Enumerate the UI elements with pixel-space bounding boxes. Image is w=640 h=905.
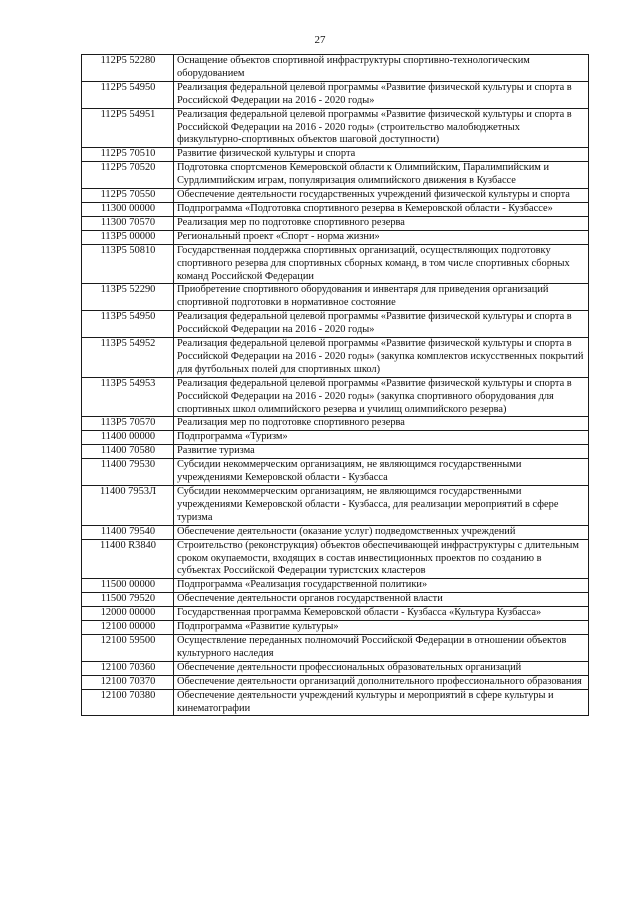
table-row xyxy=(82,377,589,417)
description-cell: Обеспечение деятельности учреждений культуры и мероприятий в сфере культуры и кинематографии xyxy=(174,689,589,716)
table-row xyxy=(82,459,589,486)
description-cell: Подпрограмма «Реализация государственной политики» xyxy=(174,579,589,593)
table-row xyxy=(82,621,589,635)
description-cell: Реализация федеральной целевой программы «Развитие физической культуры и спорта в Российской Федерации на 2016 - 2020 годы» (строительство малобюджетных физкультурно-спортивных объектов шаговой доступности) xyxy=(174,108,589,148)
table-row xyxy=(82,539,589,579)
table-row xyxy=(82,607,589,621)
table-row xyxy=(82,579,589,593)
table-row xyxy=(82,216,589,230)
code-cell: 11400 00000 xyxy=(82,431,174,445)
code-cell: 11400 R3840 xyxy=(82,539,174,579)
description-cell: Обеспечение деятельности организаций дополнительного профессионального образования xyxy=(174,675,589,689)
description-cell: Реализация мер по подготовке спортивного резерва xyxy=(174,216,589,230)
code-cell: 11500 79520 xyxy=(82,593,174,607)
code-cell: 11400 79540 xyxy=(82,525,174,539)
description-cell: Обеспечение деятельности государственных учреждений физической культуры и спорта xyxy=(174,189,589,203)
table-row xyxy=(82,189,589,203)
description-cell: Осуществление переданных полномочий Российской Федерации в отношении объектов культурного наследия xyxy=(174,634,589,661)
table-row xyxy=(82,445,589,459)
table-row xyxy=(82,148,589,162)
description-cell: Подготовка спортсменов Кемеровской области к Олимпийским, Паралимпийским и Сурдлимпийским играм, популяризация олимпийского движения в Кузбассе xyxy=(174,162,589,189)
code-cell: 113P5 50810 xyxy=(82,244,174,284)
code-cell: 12100 70360 xyxy=(82,661,174,675)
table-row xyxy=(82,593,589,607)
description-cell: Реализация федеральной целевой программы «Развитие физической культуры и спорта в Российской Федерации на 2016 - 2020 годы» (закупка спортивного оборудования для спортивных школ олимпийского резерва и училищ олимпийского резерва) xyxy=(174,377,589,417)
description-cell: Реализация мер по подготовке спортивного резерва xyxy=(174,417,589,431)
code-cell: 12100 70380 xyxy=(82,689,174,716)
code-cell: 113P5 52290 xyxy=(82,284,174,311)
description-cell: Обеспечение деятельности (оказание услуг) подведомственных учреждений xyxy=(174,525,589,539)
code-cell: 113P5 70570 xyxy=(82,417,174,431)
code-cell: 12000 00000 xyxy=(82,607,174,621)
code-cell: 11400 7953Л xyxy=(82,486,174,526)
description-cell: Развитие туризма xyxy=(174,445,589,459)
code-cell: 12100 59500 xyxy=(82,634,174,661)
code-cell: 113P5 54952 xyxy=(82,338,174,378)
description-cell: Реализация федеральной целевой программы «Развитие физической культуры и спорта в Российской Федерации на 2016 - 2020 годы» xyxy=(174,311,589,338)
description-cell: Подпрограмма «Развитие культуры» xyxy=(174,621,589,635)
page-number: 27 xyxy=(314,34,326,46)
description-cell: Обеспечение деятельности профессиональных образовательных организаций xyxy=(174,661,589,675)
code-cell: 112P5 70550 xyxy=(82,189,174,203)
description-cell: Реализация федеральной целевой программы «Развитие физической культуры и спорта в Российской Федерации на 2016 - 2020 годы» xyxy=(174,81,589,108)
code-cell: 11500 00000 xyxy=(82,579,174,593)
code-cell: 11300 70570 xyxy=(82,216,174,230)
table-row xyxy=(82,486,589,526)
description-cell: Государственная программа Кемеровской области - Кузбасса «Культура Кузбасса» xyxy=(174,607,589,621)
table-row xyxy=(82,661,589,675)
table-row xyxy=(82,244,589,284)
table-row xyxy=(82,81,589,108)
code-cell: 113P5 54953 xyxy=(82,377,174,417)
table-row xyxy=(82,230,589,244)
description-cell: Региональный проект «Спорт - норма жизни» xyxy=(174,230,589,244)
code-cell: 11300 00000 xyxy=(82,202,174,216)
table-row xyxy=(82,162,589,189)
code-cell: 113P5 00000 xyxy=(82,230,174,244)
budget-classification-table xyxy=(81,54,589,716)
description-cell: Реализация федеральной целевой программы «Развитие физической культуры и спорта в Российской Федерации на 2016 - 2020 годы» (закупка комплектов искусственных покрытий для футбольных полей для спортивных школ) xyxy=(174,338,589,378)
description-cell: Оснащение объектов спортивной инфраструктуры спортивно-технологическим оборудованием xyxy=(174,55,589,82)
code-cell: 112P5 54950 xyxy=(82,81,174,108)
code-cell: 11400 79530 xyxy=(82,459,174,486)
description-cell: Государственная поддержка спортивных организаций, осуществляющих подготовку спортивного резерва для спортивных сборных команд, в том числе спортивных сборных команд Российской Федерации xyxy=(174,244,589,284)
code-cell: 112P5 52280 xyxy=(82,55,174,82)
description-cell: Подпрограмма «Подготовка спортивного резерва в Кемеровской области - Кузбассе» xyxy=(174,202,589,216)
table-row xyxy=(82,431,589,445)
code-cell: 112P5 70510 xyxy=(82,148,174,162)
code-cell: 11400 70580 xyxy=(82,445,174,459)
code-cell: 12100 00000 xyxy=(82,621,174,635)
table-row xyxy=(82,634,589,661)
description-cell: Строительство (реконструкция) объектов обеспечивающей инфраструктуры с длительным сроком окупаемости, входящих в состав инвестиционных проектов по созданию в субъектах Российской Федерации туристских кластеров xyxy=(174,539,589,579)
code-cell: 112P5 54951 xyxy=(82,108,174,148)
table-row xyxy=(82,675,589,689)
description-cell: Подпрограмма «Туризм» xyxy=(174,431,589,445)
code-cell: 113P5 54950 xyxy=(82,311,174,338)
description-cell: Развитие физической культуры и спорта xyxy=(174,148,589,162)
table-row xyxy=(82,311,589,338)
code-cell: 12100 70370 xyxy=(82,675,174,689)
code-cell: 112P5 70520 xyxy=(82,162,174,189)
description-cell: Субсидии некоммерческим организациям, не являющимся государственными учреждениями Кемеровской области - Кузбасса xyxy=(174,459,589,486)
table-row xyxy=(82,689,589,716)
table-row xyxy=(82,284,589,311)
table-row xyxy=(82,338,589,378)
description-cell: Обеспечение деятельности органов государственной власти xyxy=(174,593,589,607)
table-row xyxy=(82,108,589,148)
table-row xyxy=(82,202,589,216)
table-row xyxy=(82,525,589,539)
description-cell: Приобретение спортивного оборудования и инвентаря для приведения организаций спортивной подготовки в нормативное состояние xyxy=(174,284,589,311)
description-cell: Субсидии некоммерческим организациям, не являющимся государственными учреждениями Кемеровской области - Кузбасса, для реализации мероприятий в сфере туризма xyxy=(174,486,589,526)
table-row xyxy=(82,55,589,82)
table-row xyxy=(82,417,589,431)
